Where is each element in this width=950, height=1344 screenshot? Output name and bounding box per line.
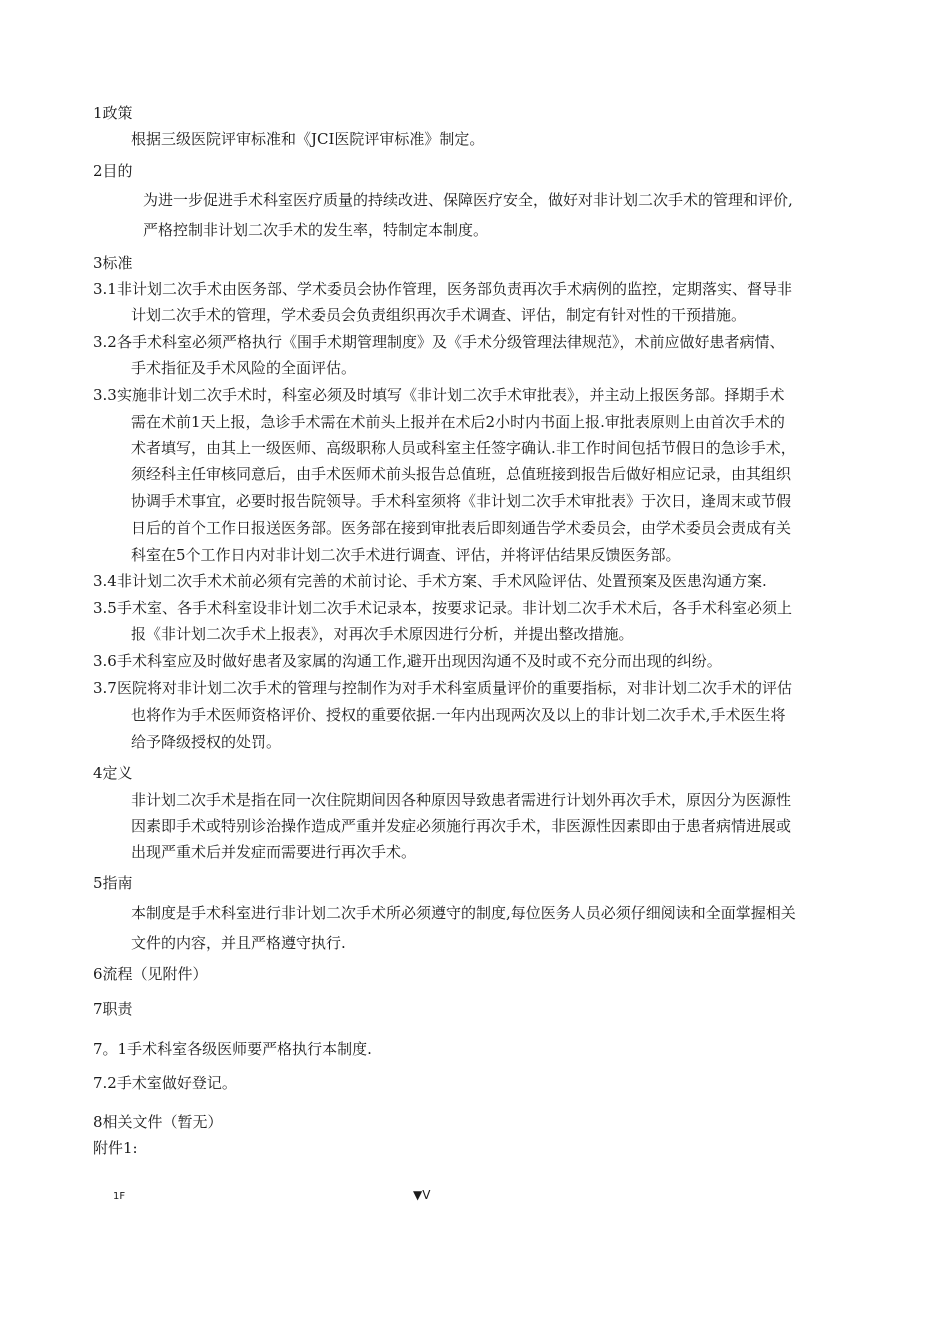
item-3-4-line-1: 非计划二次手术术前必须有完善的术前讨论、手术方案、手术风险评估、处置预案及医患沟通方案. (117, 572, 767, 590)
section-2-heading: 2目的 (93, 162, 133, 180)
item-3-3-line-1: 实施非计划二次手术时，科室必须及时填写《非计划二次手术审批表》，并主动上报医务部。择期手术 (117, 386, 785, 404)
item-3-2-number: 3.2 (93, 333, 117, 351)
item-3-7-line-2: 也将作为手术医师资格评价、授权的重要依据.一年内出现两次及以上的非计划二次手术,手术医生将 (131, 706, 786, 724)
item-3-7-number: 3.7 (93, 679, 117, 697)
item-3-6-number: 3.6 (93, 652, 117, 670)
item-3-3-line-5: 协调手术事宜，必要时报告院领导。手术科室须将《非计划二次手术审批表》于次日，逢周末或节假 (131, 492, 792, 510)
item-3-3-line-3: 术者填写，由其上一级医师、高级职称人员或科室主任签字确认.非工作时间包括节假日的急诊手术， (131, 439, 796, 457)
item-3-1-line-2: 计划二次手术的管理，学术委员会负责组织再次手术调查、评估，制定有针对性的干预措施。 (131, 306, 747, 324)
item-7-1: 7。1手术科室各级医师要严格执行本制度. (93, 1040, 372, 1058)
item-3-3-line-6: 日后的首个工作日报送医务部。医务部在接到审批表后即刻通告学术委员会，由学术委员会责成有关 (131, 519, 792, 537)
section-4-heading: 4定义 (93, 764, 133, 782)
section-6-heading: 6流程（见附件） (93, 965, 208, 983)
section-5-heading: 5指南 (93, 874, 133, 892)
attachment-label: 附件1: (93, 1139, 138, 1157)
section-4-line-3: 出现严重术后并发症而需要进行再次手术。 (131, 843, 417, 861)
item-3-3-number: 3.3 (93, 386, 117, 404)
section-5-line-2: 文件的内容，并且严格遵守执行. (131, 934, 346, 952)
item-7-2: 7.2手术室做好登记。 (93, 1074, 237, 1092)
section-4-line-2: 因素即手术或特别诊治操作造成严重并发症必须施行再次手术，非医源性因素即由于患者病情进展或 (131, 817, 792, 835)
item-3-4-number: 3.4 (93, 572, 117, 590)
item-3-1-number: 3.1 (93, 280, 117, 298)
section-1-body: 根据三级医院评审标准和《JCI医院评审标准》制定。 (131, 130, 485, 148)
section-2-line-1: 为进一步促进手术科室医疗质量的持续改进、保障医疗安全，做好对非计划二次手术的管理和评价, (143, 191, 793, 209)
section-1-heading: 1政策 (93, 104, 133, 122)
item-3-1-line-1: 非计划二次手术由医务部、学术委员会协作管理，医务部负责再次手术病例的监控，定期落实、督导非 (117, 280, 793, 298)
item-3-3-line-7: 科室在5个工作日内对非计划二次手术进行调查、评估，并将评估结果反馈医务部。 (131, 546, 681, 564)
section-2-line-2: 严格控制非计划二次手术的发生率，特制定本制度。 (143, 221, 489, 239)
item-3-3-line-2: 需在术前1天上报，急诊手术需在术前头上报并在术后2小时内书面上报.审批表原则上由首次手术的 (131, 413, 785, 431)
section-5-line-1: 本制度是手术科室进行非计划二次手术所必须遵守的制度,每位医务人员必须仔细阅读和全面掌握相关 (131, 904, 796, 922)
item-3-5-line-1: 手术室、各手术科室设非计划二次手术记录本，按要求记录。非计划二次手术术后，各手术科室必须上 (117, 599, 793, 617)
item-3-5-line-2: 报《非计划二次手术上报表》，对再次手术原因进行分析，并提出整改措施。 (131, 625, 634, 643)
section-7-heading: 7职责 (93, 1000, 133, 1018)
footer-left-mark: 1F (113, 1191, 126, 1202)
footer-mid-mark: ▼V (413, 1188, 431, 1202)
item-3-2-line-1: 各手术科室必须严格执行《围手术期管理制度》及《手术分级管理法律规范》，术前应做好患者病情、 (117, 333, 785, 351)
item-3-7-line-1: 医院将对非计划二次手术的管理与控制作为对手术科室质量评价的重要指标，对非计划二次手术的评估 (117, 679, 793, 697)
item-3-5-number: 3.5 (93, 599, 117, 617)
section-3-heading: 3标准 (93, 254, 133, 272)
section-4-line-1: 非计划二次手术是指在同一次住院期间因各种原因导致患者需进行计划外再次手术，原因分为医源性 (131, 791, 792, 809)
item-3-6-line-1: 手术科室应及时做好患者及家属的沟通工作,避开出现因沟通不及时或不充分而出现的纠纷。 (117, 652, 722, 670)
item-3-7-line-3: 给予降级授权的处罚。 (131, 733, 282, 751)
item-3-3-line-4: 须经科主任审核同意后，由手术医师术前头报告总值班，总值班接到报告后做好相应记录，由其组织 (131, 465, 792, 483)
section-8-heading: 8相关文件（暂无） (93, 1113, 223, 1131)
item-3-2-line-2: 手术指征及手术风险的全面评估。 (131, 359, 357, 377)
